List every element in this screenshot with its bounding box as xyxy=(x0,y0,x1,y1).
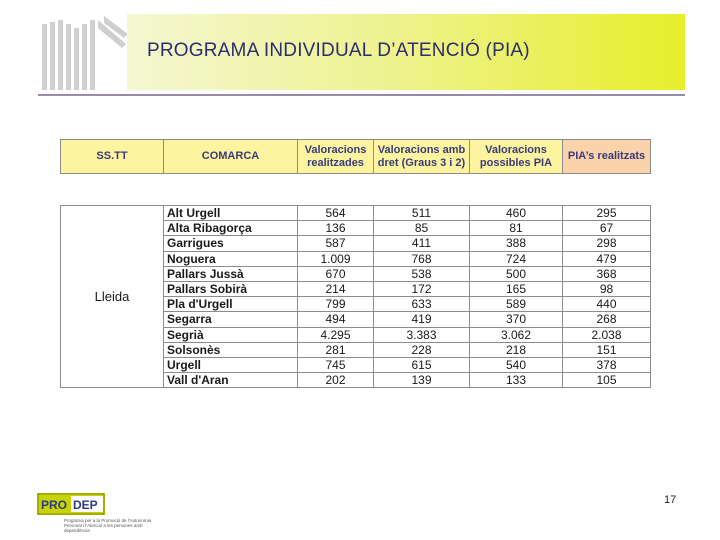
valoracions-possibles-pia-cell: 133 xyxy=(470,373,563,388)
valoracions-possibles-pia-cell: 3.062 xyxy=(470,327,563,342)
institution-logo-icon xyxy=(38,14,130,96)
valoracions-possibles-pia-cell: 81 xyxy=(470,221,563,236)
header-comarca: COMARCA xyxy=(164,140,298,174)
valoracions-amb-dret-cell: 615 xyxy=(374,357,470,372)
prodep-logo-left: PRO xyxy=(41,498,68,512)
pias-realitzats-cell: 268 xyxy=(563,312,651,327)
valoracions-realitzades-cell: 136 xyxy=(298,221,374,236)
header-pias-realitzats: PIA’s realitzats xyxy=(563,140,651,174)
page-number: 17 xyxy=(664,494,677,506)
comarca-cell: Pla d'Urgell xyxy=(164,297,298,312)
pias-realitzats-cell: 295 xyxy=(563,206,651,221)
valoracions-possibles-pia-cell: 388 xyxy=(470,236,563,251)
valoracions-amb-dret-cell: 139 xyxy=(374,373,470,388)
prodep-tagline: Programa per a la Promoció de l'Autonomia Personal i l'Atenció a les persones amb dependència xyxy=(64,518,152,533)
comarca-cell: Solsonès xyxy=(164,342,298,357)
comarca-cell: Garrigues xyxy=(164,236,298,251)
valoracions-realitzades-cell: 4.295 xyxy=(298,327,374,342)
valoracions-realitzades-cell: 799 xyxy=(298,297,374,312)
comarca-cell: Pallars Jussà xyxy=(164,266,298,281)
prodep-logo-icon xyxy=(37,493,105,515)
title-divider xyxy=(38,94,685,96)
valoracions-realitzades-cell: 494 xyxy=(298,312,374,327)
pias-realitzats-cell: 368 xyxy=(563,266,651,281)
valoracions-amb-dret-cell: 538 xyxy=(374,266,470,281)
comarca-cell: Segarra xyxy=(164,312,298,327)
header-table xyxy=(60,139,651,174)
comarca-cell: Pallars Sobirà xyxy=(164,281,298,296)
valoracions-realitzades-cell: 281 xyxy=(298,342,374,357)
title-band xyxy=(127,14,685,90)
valoracions-amb-dret-cell: 633 xyxy=(374,297,470,312)
valoracions-possibles-pia-cell: 500 xyxy=(470,266,563,281)
valoracions-possibles-pia-cell: 540 xyxy=(470,357,563,372)
pias-realitzats-cell: 67 xyxy=(563,221,651,236)
valoracions-possibles-pia-cell: 165 xyxy=(470,281,563,296)
valoracions-possibles-pia-cell: 724 xyxy=(470,251,563,266)
valoracions-amb-dret-cell: 511 xyxy=(374,206,470,221)
valoracions-realitzades-cell: 587 xyxy=(298,236,374,251)
pias-realitzats-cell: 298 xyxy=(563,236,651,251)
pias-realitzats-cell: 2.038 xyxy=(563,327,651,342)
table-row xyxy=(61,206,651,221)
valoracions-amb-dret-cell: 768 xyxy=(374,251,470,266)
pias-realitzats-cell: 440 xyxy=(563,297,651,312)
pias-realitzats-cell: 151 xyxy=(563,342,651,357)
comarca-cell: Noguera xyxy=(164,251,298,266)
comarca-cell: Segrià xyxy=(164,327,298,342)
comarca-cell: Vall d'Aran xyxy=(164,373,298,388)
valoracions-possibles-pia-cell: 370 xyxy=(470,312,563,327)
header-valoracions-realitzades: Valoracions realitzades xyxy=(298,140,374,174)
valoracions-realitzades-cell: 745 xyxy=(298,357,374,372)
header-ss-tt: SS.TT xyxy=(61,140,164,174)
data-table xyxy=(60,205,651,388)
valoracions-realitzades-cell: 564 xyxy=(298,206,374,221)
pias-realitzats-cell: 98 xyxy=(563,281,651,296)
comarca-cell: Urgell xyxy=(164,357,298,372)
valoracions-possibles-pia-cell: 218 xyxy=(470,342,563,357)
header-valoracions-possibles-pia: Valoracions possibles PIA xyxy=(470,140,563,174)
page-title: PROGRAMA INDIVIDUAL D’ATENCIÓ (PIA) xyxy=(147,40,530,61)
valoracions-realitzades-cell: 670 xyxy=(298,266,374,281)
valoracions-amb-dret-cell: 85 xyxy=(374,221,470,236)
valoracions-realitzades-cell: 214 xyxy=(298,281,374,296)
valoracions-possibles-pia-cell: 589 xyxy=(470,297,563,312)
valoracions-amb-dret-cell: 411 xyxy=(374,236,470,251)
valoracions-amb-dret-cell: 228 xyxy=(374,342,470,357)
valoracions-amb-dret-cell: 419 xyxy=(374,312,470,327)
region-cell: Lleida xyxy=(61,206,164,388)
valoracions-possibles-pia-cell: 460 xyxy=(470,206,563,221)
valoracions-realitzades-cell: 202 xyxy=(298,373,374,388)
valoracions-amb-dret-cell: 172 xyxy=(374,281,470,296)
valoracions-amb-dret-cell: 3.383 xyxy=(374,327,470,342)
valoracions-realitzades-cell: 1.009 xyxy=(298,251,374,266)
pias-realitzats-cell: 105 xyxy=(563,373,651,388)
pias-realitzats-cell: 378 xyxy=(563,357,651,372)
comarca-cell: Alta Ribagorça xyxy=(164,221,298,236)
header-valoracions-amb-dret: Valoracions amb dret (Graus 3 i 2) xyxy=(374,140,470,174)
prodep-logo-right: DEP xyxy=(73,498,98,512)
pias-realitzats-cell: 479 xyxy=(563,251,651,266)
comarca-cell: Alt Urgell xyxy=(164,206,298,221)
